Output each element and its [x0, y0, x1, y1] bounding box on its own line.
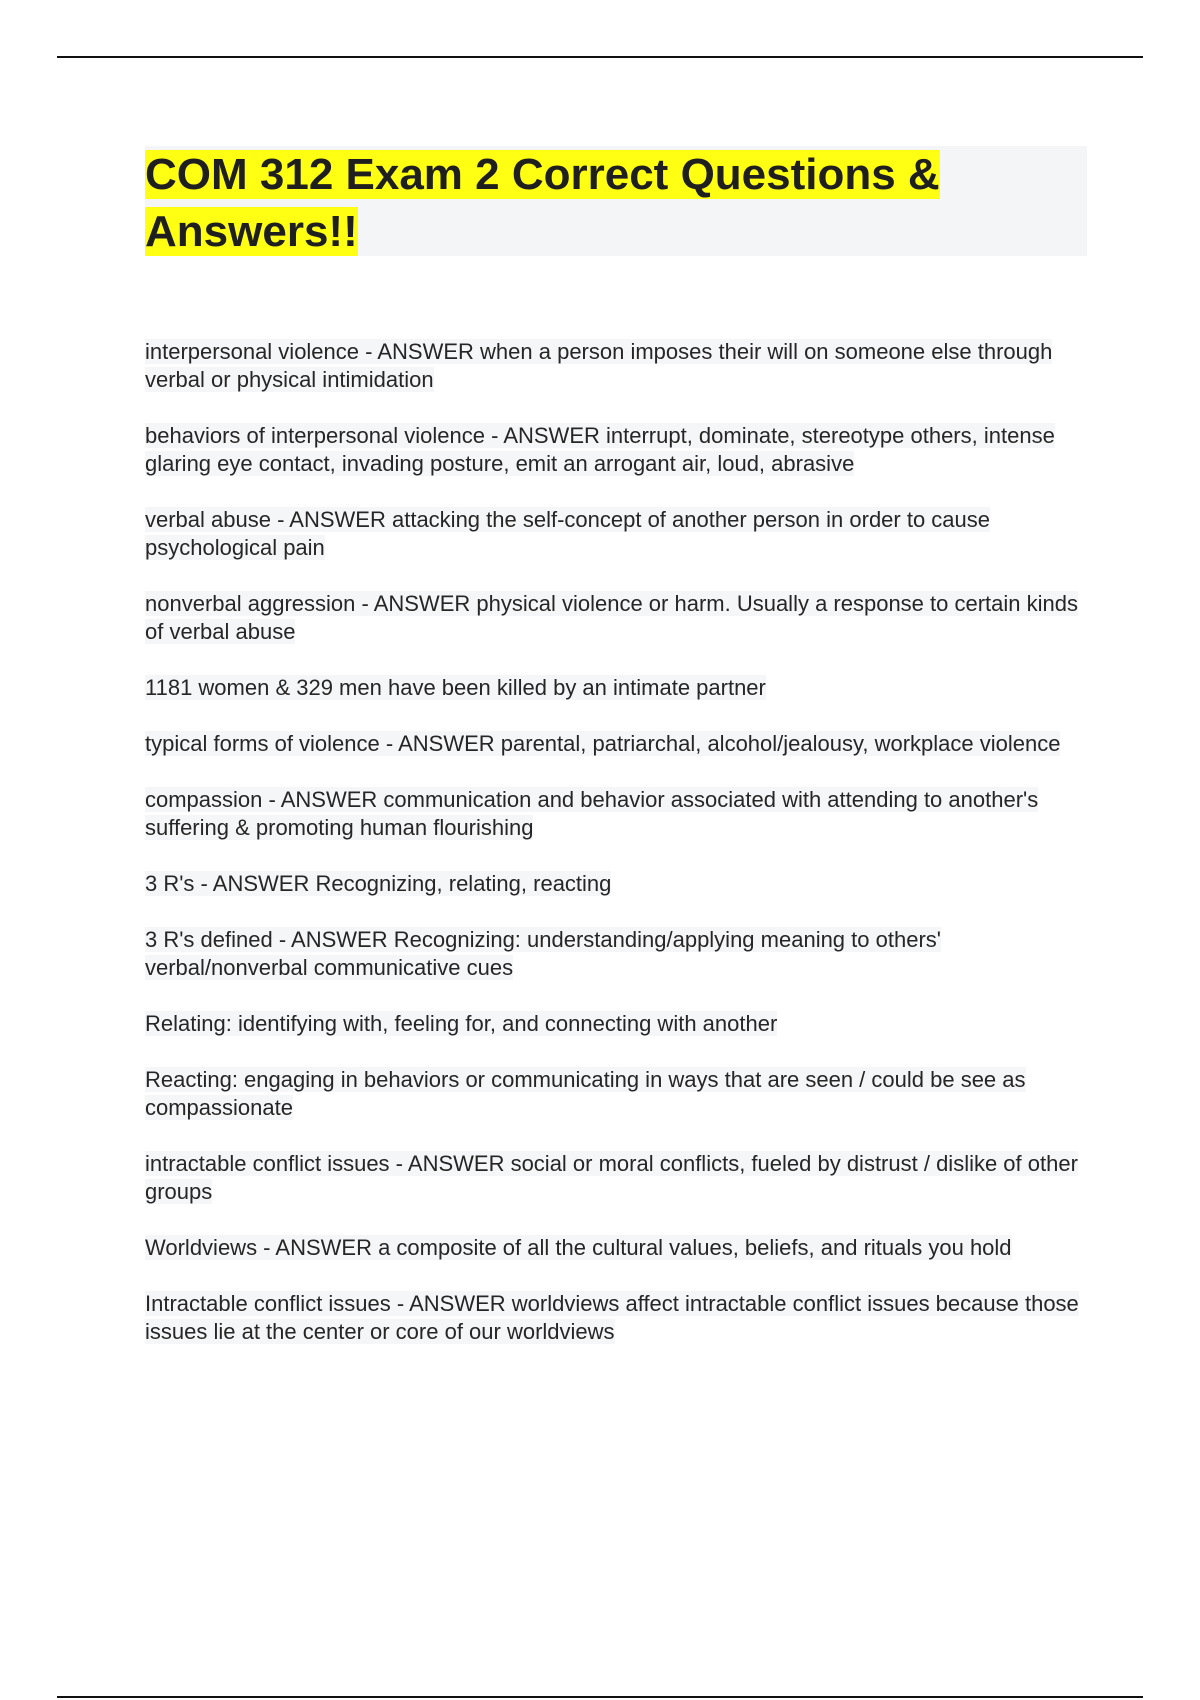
- qa-entry-text: compassion - ANSWER communication and behavior associated with attending to another's suffering & promoting human flourishing: [145, 787, 1039, 840]
- qa-entry-text: Intractable conflict issues - ANSWER worldviews affect intractable conflict issues because those issues lie at the center or core of our worldviews: [145, 1291, 1079, 1344]
- qa-entry: [145, 674, 1090, 702]
- qa-entry-text: 3 R's - ANSWER Recognizing, relating, reacting: [145, 871, 612, 896]
- document-title: [145, 146, 1087, 260]
- qa-entry-text: 1181 women & 329 men have been killed by an intimate partner: [145, 675, 766, 700]
- qa-entry: [145, 926, 1090, 982]
- qa-entry-text: typical forms of violence - ANSWER parental, patriarchal, alcohol/jealousy, workplace violence: [145, 731, 1061, 756]
- qa-entry-text: interpersonal violence - ANSWER when a person imposes their will on someone else through verbal or physical intimidation: [145, 339, 1053, 392]
- qa-list: [145, 338, 1090, 1374]
- qa-entry: [145, 1150, 1090, 1206]
- qa-entry-text: Reacting: engaging in behaviors or communicating in ways that are seen / could be see as compassionate: [145, 1067, 1026, 1120]
- qa-entry-text: Relating: identifying with, feeling for, and connecting with another: [145, 1011, 778, 1036]
- document-title-text: COM 312 Exam 2 Correct Questions & Answers!!: [145, 150, 940, 256]
- qa-entry: [145, 506, 1090, 562]
- qa-entry: [145, 870, 1090, 898]
- qa-entry: [145, 422, 1090, 478]
- qa-entry: [145, 338, 1090, 394]
- qa-entry-text: behaviors of interpersonal violence - ANSWER interrupt, dominate, stereotype others, intense glaring eye contact, invading posture, emit an arrogant air, loud, abrasive: [145, 423, 1055, 476]
- qa-entry-text: 3 R's defined - ANSWER Recognizing: understanding/applying meaning to others' verbal/nonverbal communicative cues: [145, 927, 941, 980]
- qa-entry: [145, 730, 1090, 758]
- qa-entry: [145, 1234, 1090, 1262]
- qa-entry: [145, 786, 1090, 842]
- qa-entry-text: intractable conflict issues - ANSWER social or moral conflicts, fueled by distrust / dislike of other groups: [145, 1151, 1078, 1204]
- qa-entry-text: nonverbal aggression - ANSWER physical violence or harm. Usually a response to certain kinds of verbal abuse: [145, 591, 1078, 644]
- qa-entry: [145, 1290, 1090, 1346]
- qa-entry-text: verbal abuse - ANSWER attacking the self-concept of another person in order to cause psychological pain: [145, 507, 991, 560]
- title-block: [145, 146, 1087, 256]
- qa-entry: [145, 1010, 1090, 1038]
- top-divider: [57, 56, 1143, 58]
- qa-entry: [145, 590, 1090, 646]
- qa-entry: [145, 1066, 1090, 1122]
- qa-entry-text: Worldviews - ANSWER a composite of all the cultural values, beliefs, and rituals you hold: [145, 1235, 1012, 1260]
- bottom-divider: [57, 1696, 1143, 1698]
